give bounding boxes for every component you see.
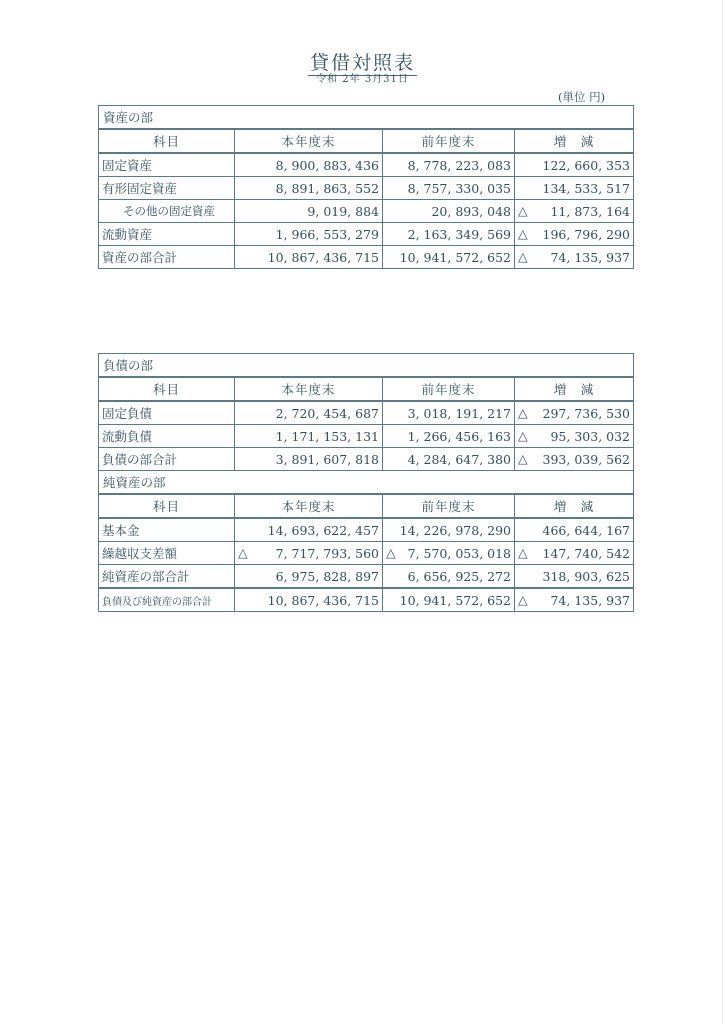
- cell-value: 2, 163, 349, 569: [407, 226, 511, 242]
- negative-mark: △: [518, 249, 528, 264]
- cell-change: [515, 246, 634, 269]
- page-edge-line: [722, 0, 723, 1024]
- document-date: 令和 2年 3月31日: [316, 74, 409, 85]
- cell-change: [515, 401, 634, 425]
- cell-current: [235, 200, 383, 223]
- cell-value: 6, 656, 925, 272: [407, 568, 511, 584]
- section-row: [99, 354, 634, 378]
- cell-value: 196, 796, 290: [542, 226, 631, 242]
- row-label: 流動負債: [99, 425, 235, 448]
- negative-mark: △: [518, 451, 528, 466]
- row-label: その他の固定資産: [99, 200, 235, 223]
- cell-change: [515, 588, 634, 612]
- cell-value: 6, 975, 828, 897: [275, 568, 379, 584]
- cell-value: 9, 019, 884: [307, 203, 379, 219]
- row-label: 固定負債: [99, 401, 235, 425]
- column-header-row: [99, 129, 634, 153]
- cell-value: 4, 284, 647, 380: [407, 451, 511, 467]
- document-title: 貸借対照表: [309, 52, 415, 74]
- table-row: [99, 448, 634, 471]
- cell-value: 8, 891, 863, 552: [275, 180, 379, 196]
- cell-value: 74, 135, 937: [550, 592, 631, 608]
- cell-value: 147, 740, 542: [542, 545, 631, 561]
- cell-previous: [383, 425, 515, 448]
- cell-previous: [383, 223, 515, 246]
- col-header-item: 科目: [99, 129, 235, 153]
- col-header-current: 本年度末: [235, 494, 383, 518]
- col-header-item: 科目: [99, 494, 235, 518]
- cell-value: 20, 893, 048: [431, 203, 511, 219]
- cell-previous: [383, 448, 515, 471]
- assets-table: [98, 105, 634, 269]
- col-header-change: 増 減: [515, 129, 634, 153]
- col-header-change: 増 減: [515, 494, 634, 518]
- row-label: 繰越収支差額: [99, 542, 235, 565]
- cell-previous: [383, 153, 515, 177]
- table-row: [99, 518, 634, 542]
- table-row: [99, 588, 634, 612]
- cell-previous: [383, 200, 515, 223]
- table-row: [99, 542, 634, 565]
- section-row: [99, 471, 634, 495]
- cell-previous: [383, 588, 515, 612]
- cell-change: [515, 448, 634, 471]
- cell-value: 8, 900, 883, 436: [275, 157, 379, 173]
- cell-current: [235, 518, 383, 542]
- cell-change: [515, 565, 634, 589]
- cell-current: [235, 153, 383, 177]
- cell-current: [235, 542, 383, 565]
- cell-value: 3, 891, 607, 818: [275, 451, 379, 467]
- col-header-current: 本年度末: [235, 129, 383, 153]
- table-row: [99, 425, 634, 448]
- col-header-current: 本年度末: [235, 377, 383, 401]
- negative-mark: △: [518, 592, 528, 607]
- row-label: 流動資産: [99, 223, 235, 246]
- cell-value: 8, 778, 223, 083: [407, 157, 511, 173]
- negative-mark: △: [518, 226, 528, 241]
- cell-change: [515, 200, 634, 223]
- table-row: [99, 200, 634, 223]
- cell-change: [515, 518, 634, 542]
- cell-value: 10, 941, 572, 652: [399, 592, 511, 608]
- section-row: [99, 106, 634, 130]
- cell-value: 95, 303, 032: [550, 428, 631, 444]
- row-label: 純資産の部合計: [99, 565, 235, 589]
- cell-change: [515, 153, 634, 177]
- row-label: 基本金: [99, 518, 235, 542]
- cell-previous: [383, 542, 515, 565]
- row-label: 有形固定資産: [99, 177, 235, 200]
- table-row: [99, 153, 634, 177]
- cell-value: 7, 717, 793, 560: [275, 545, 379, 561]
- cell-current: [235, 448, 383, 471]
- cell-value: 134, 533, 517: [542, 180, 631, 196]
- cell-previous: [383, 401, 515, 425]
- cell-value: 466, 644, 167: [542, 522, 631, 538]
- cell-value: 318, 903, 625: [542, 568, 631, 584]
- negative-mark: △: [518, 428, 528, 443]
- cell-value: 10, 941, 572, 652: [399, 249, 511, 265]
- row-label: 資産の部合計: [99, 246, 235, 269]
- cell-change: [515, 542, 634, 565]
- cell-current: [235, 177, 383, 200]
- row-label: 固定資産: [99, 153, 235, 177]
- cell-current: [235, 246, 383, 269]
- column-header-row: [99, 377, 634, 401]
- cell-previous: [383, 565, 515, 589]
- cell-value: 10, 867, 436, 715: [267, 592, 379, 608]
- table-row: [99, 246, 634, 269]
- cell-change: [515, 425, 634, 448]
- col-header-change: 増 減: [515, 377, 634, 401]
- section-label-net-assets: 純資産の部: [99, 471, 634, 495]
- cell-value: 1, 171, 153, 131: [275, 428, 379, 444]
- negative-mark: △: [238, 545, 248, 560]
- table-row: [99, 223, 634, 246]
- cell-current: [235, 588, 383, 612]
- cell-current: [235, 223, 383, 246]
- cell-previous: [383, 246, 515, 269]
- cell-change: [515, 223, 634, 246]
- liabilities-net-assets-table: [98, 353, 634, 612]
- table-row: [99, 565, 634, 589]
- cell-value: 10, 867, 436, 715: [267, 249, 379, 265]
- row-label: 負債及び純資産の部合計: [99, 588, 235, 612]
- cell-current: [235, 401, 383, 425]
- cell-previous: [383, 518, 515, 542]
- cell-value: 3, 018, 191, 217: [407, 405, 511, 421]
- unit-label: (単位 円): [558, 90, 606, 104]
- cell-value: 74, 135, 937: [550, 249, 631, 265]
- cell-value: 7, 570, 053, 018: [407, 545, 511, 561]
- negative-mark: △: [518, 203, 528, 218]
- negative-mark: △: [518, 545, 528, 560]
- section-label-assets: 資産の部: [99, 106, 634, 130]
- cell-value: 1, 966, 553, 279: [275, 226, 379, 242]
- cell-value: 2, 720, 454, 687: [275, 405, 379, 421]
- table-row: [99, 177, 634, 200]
- table-row: [99, 401, 634, 425]
- cell-value: 297, 736, 530: [542, 405, 631, 421]
- section-label-liabilities: 負債の部: [99, 354, 634, 378]
- cell-current: [235, 425, 383, 448]
- cell-current: [235, 565, 383, 589]
- col-header-previous: 前年度末: [383, 494, 515, 518]
- col-header-previous: 前年度末: [383, 129, 515, 153]
- cell-value: 122, 660, 353: [542, 157, 631, 173]
- col-header-previous: 前年度末: [383, 377, 515, 401]
- negative-mark: △: [386, 545, 396, 560]
- cell-value: 1, 266, 456, 163: [407, 428, 511, 444]
- col-header-item: 科目: [99, 377, 235, 401]
- column-header-row: [99, 494, 634, 518]
- cell-value: 14, 693, 622, 457: [267, 522, 379, 538]
- cell-change: [515, 177, 634, 200]
- cell-previous: [383, 177, 515, 200]
- cell-value: 8, 757, 330, 035: [407, 180, 511, 196]
- negative-mark: △: [518, 405, 528, 420]
- row-label: 負債の部合計: [99, 448, 235, 471]
- cell-value: 11, 873, 164: [550, 203, 631, 219]
- cell-value: 14, 226, 978, 290: [399, 522, 511, 538]
- cell-value: 393, 039, 562: [542, 451, 631, 467]
